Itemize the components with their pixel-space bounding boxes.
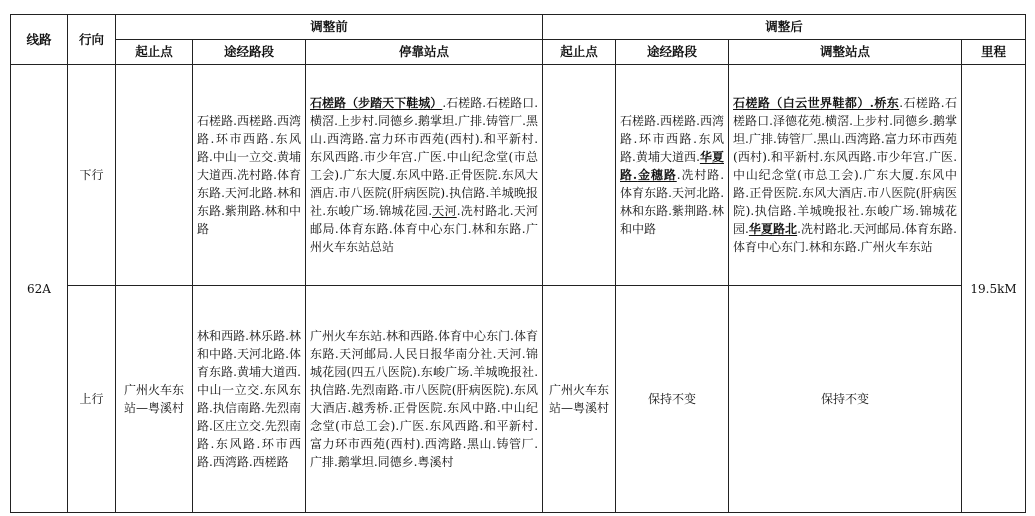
header-before: 调整前 bbox=[116, 15, 543, 40]
up-after-stops: 保持不变 bbox=[729, 286, 962, 513]
header-after-via: 途经路段 bbox=[616, 40, 729, 65]
down-before-removed-stop: 天河 bbox=[432, 204, 457, 218]
table-row-down bbox=[11, 65, 1026, 286]
header-before-endpoints: 起止点 bbox=[116, 40, 193, 65]
down-after-stops-part2: .冼村路北.天河邮局.体育东路.体育中心东门.林和东路.广州火车东站 bbox=[733, 222, 957, 254]
down-after-via-part2: .冼村路.体育东路.天河北路.林和东路.紫荆路.林和中路 bbox=[620, 168, 725, 236]
down-before-endpoints bbox=[116, 65, 193, 286]
down-before-via-roads: 石槎路.西槎路.西湾路.环市西路.东风路.中山一立交.黄埔大道西.冼村路.体育东路.天河北路.林和东路.紫荆路.林和中路 bbox=[193, 65, 306, 286]
down-after-via-part1: 石槎路.西槎路.西湾路.环市西路.东风路.黄埔大道西. bbox=[620, 114, 725, 164]
down-after-via-roads bbox=[616, 65, 729, 286]
route-number: 62A bbox=[11, 65, 68, 513]
down-after-stops bbox=[729, 65, 962, 286]
down-before-stops-part2: .冼村路北.天河邮局.体育东路.体育中心东门.林和东路.广州火车东站总站 bbox=[310, 204, 539, 254]
direction-down: 下行 bbox=[68, 65, 116, 286]
up-before-endpoints: 广州火车东站—粤溪村 bbox=[116, 286, 193, 513]
up-before-via-roads: 林和西路.林乐路.林和中路.天河北路.体育东路.黄埔大道西.中山一立交.东风东路.执信南路.先烈南路.区庄立交.先烈南路.东风路.环市西路.西湾路.西槎路 bbox=[193, 286, 306, 513]
table-row-up bbox=[11, 286, 1026, 513]
header-row-1 bbox=[11, 15, 1026, 40]
header-after: 调整后 bbox=[543, 15, 1026, 40]
header-row-2 bbox=[11, 40, 1026, 65]
down-after-endpoints bbox=[543, 65, 616, 286]
down-before-stops bbox=[306, 65, 543, 286]
up-after-via-roads: 保持不变 bbox=[616, 286, 729, 513]
header-mileage: 里程 bbox=[962, 40, 1026, 65]
document-page bbox=[10, 14, 1025, 506]
direction-up: 上行 bbox=[68, 286, 116, 513]
header-after-endpoints: 起止点 bbox=[543, 40, 616, 65]
header-before-via: 途经路段 bbox=[193, 40, 306, 65]
down-after-via-new-road-1: 华夏路. bbox=[620, 150, 724, 182]
header-route: 线路 bbox=[11, 15, 68, 65]
header-before-stops: 停靠站点 bbox=[306, 40, 543, 65]
down-before-first-stop: 石槎路（步踏天下鞋城） bbox=[310, 96, 443, 110]
header-after-stops: 调整站点 bbox=[729, 40, 962, 65]
up-after-endpoints: 广州火车东站—粤溪村 bbox=[543, 286, 616, 513]
up-before-stops: 广州火车东站.林和西路.体育中心东门.体育东路.天河邮局.人民日报华南分社.天河.锦城花园(四五八医院).东峻广场.羊城晚报社.执信路.先烈南路.市八医院(肝病医院).东风大酒店.越秀桥.正骨医院.东风中路.中山纪念堂(市总工会).广医.东风西路.和平新村.富力环市西苑(西村).西湾路.黑山.铸管厂.广排.鹅掌坦.同德乡.粤溪村 bbox=[306, 286, 543, 513]
down-after-first-stop: 石槎路（白云世界鞋都）.桥东 bbox=[733, 96, 900, 110]
route-adjustment-table bbox=[10, 14, 1026, 513]
down-after-new-stop: 华夏路北 bbox=[748, 222, 798, 236]
header-direction: 行向 bbox=[68, 15, 116, 65]
down-after-via-new-road-2: 金穗路 bbox=[637, 168, 677, 182]
down-after-stops-part1: .石槎路.石槎路口.泽德花苑.横滘.上步村.同德乡.鹅掌坦.广排.铸管厂.黑山.西湾路.富力环市西苑(西村).和平新村.东风西路.市少年宫.广医.中山纪念堂(市总工会).广东大厦.东风中路.正骨医院.东风大酒店.市八医院(肝病医院).执信路.羊城晚报社.东峻广场.锦城花园. bbox=[733, 96, 958, 236]
down-before-stops-part1: .石槎路.石槎路口.横滘.上步村.同德乡.鹅掌坦.广排.铸管厂.黑山.西湾路.富力环市西苑(西村).和平新村.东风西路.市少年宫.广医.中山纪念堂(市总工会).广东大厦.东风中路.正骨医院.东风大酒店.市八医院(肝病医院).执信路.羊城晚报社.东峻广场.锦城花园. bbox=[310, 96, 539, 218]
mileage-value: 19.5kM bbox=[962, 65, 1026, 513]
